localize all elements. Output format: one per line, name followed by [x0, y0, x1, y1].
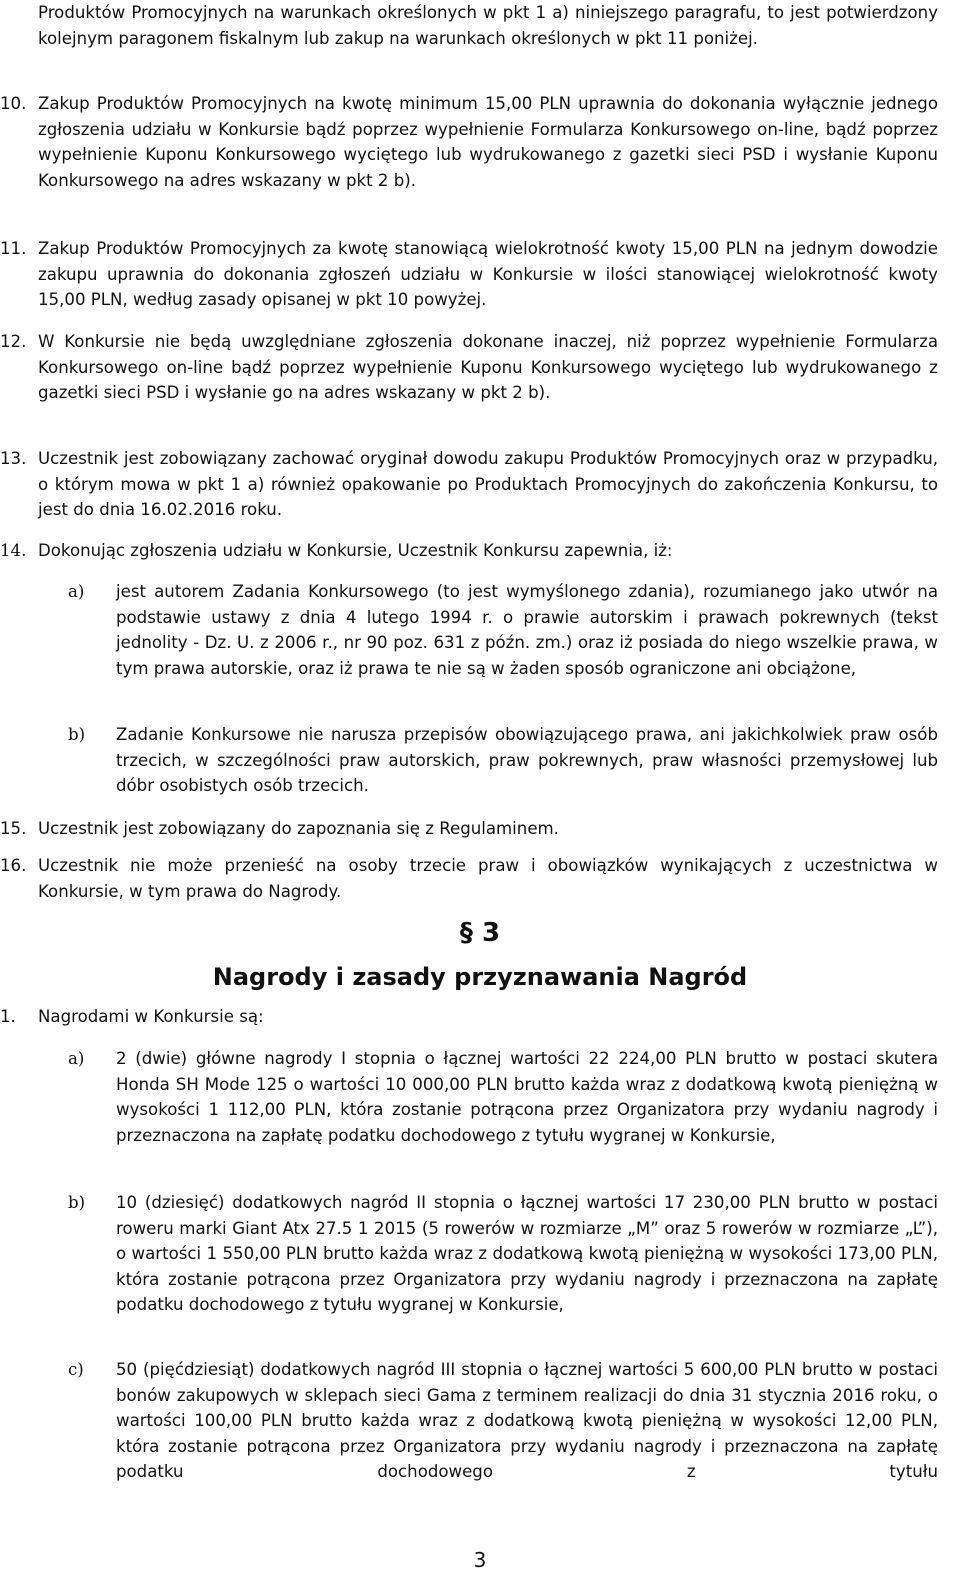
- item-text: Uczestnik nie może przenieść na osoby trzecie praw i obowiązków wynikających z uczestnictwa w Konkursie, w tym prawa do Nagrody.: [38, 856, 938, 901]
- item-number: 13.: [0, 449, 27, 468]
- prizes-intro: [0, 1004, 938, 1030]
- item-number: 14.: [0, 541, 27, 560]
- list-item-12: [0, 329, 938, 406]
- sub-item-label: b): [68, 725, 86, 744]
- item-number: 12.: [0, 332, 27, 351]
- prize-a: [68, 1046, 938, 1148]
- intro-text: Produktów Promocyjnych na warunkach określonych w pkt 1 a) niniejszego paragrafu, to jest potwierdzony kolejnym paragonem fiskalnym lub zakup na warunkach określonych w pkt 11 poniżej.: [38, 3, 938, 48]
- prize-text: 50 (pięćdziesiąt) dodatkowych nagród III stopnia o łącznej wartości 5 600,00 PLN brutto w postaci bonów zakupowych w sklepach sieci Gama z terminem realizacji do dnia 31 stycznia 2016 roku, o wartości 100,00 PLN brutto każda wraz z dodatkową kwotą pieniężną w wysokości 12,00 PLN, która zostanie potrącona przez Organizatora przy wydaniu nagrody i przeznaczona na zapłatę podatku dochodowego z tytułu: [116, 1360, 938, 1481]
- list-item-10: [0, 91, 938, 193]
- prize-label: c): [68, 1360, 84, 1379]
- prize-label: b): [68, 1193, 86, 1212]
- item-number: 11.: [0, 239, 27, 258]
- prize-c: [68, 1357, 938, 1485]
- item-number: 1.: [0, 1007, 16, 1026]
- sub-item-text: jest autorem Zadania Konkursowego (to jest wymyślonego zdania), rozumianego jako utwór na podstawie ustawy z dnia 4 lutego 1994 r. o prawie autorskim i prawach pokrewnych (tekst jednolity - Dz. U. z 2006 r., nr 90 poz. 631 z późn. zm.) oraz iż posiada do niego wszelkie prawa, w tym prawa autorskie, oraz iż prawa te nie są w żaden sposób ograniczone ani obciążone,: [116, 582, 938, 678]
- intro-paragraph: [38, 0, 938, 51]
- item-number: 10.: [0, 94, 27, 113]
- page-number: 3: [473, 1548, 487, 1572]
- item-number: 16.: [0, 856, 27, 875]
- section-symbol: § 3: [459, 918, 501, 948]
- prize-label: a): [68, 1049, 85, 1068]
- item-text: Zakup Produktów Promocyjnych za kwotę stanowiącą wielokrotność kwoty 15,00 PLN na jednym dowodzie zakupu uprawnia do dokonania zgłoszeń udziału w Konkursie w ilości stanowiącej wielokrotność kwoty 15,00 PLN, według zasady opisanej w pkt 10 powyżej.: [38, 239, 938, 309]
- prize-text: 10 (dziesięć) dodatkowych nagród II stopnia o łącznej wartości 17 230,00 PLN brutto w postaci roweru marki Giant Atx 27.5 1 2015 (5 rowerów w rozmiarze „M” oraz 5 rowerów w rozmiarze „L”), o wartości 1 550,00 PLN brutto każda wraz z dodatkową kwotą pieniężną w wysokości 173,00 PLN, która zostanie potrącona przez Organizatora przy wydaniu nagrody i przeznaczona na zapłatę podatku dochodowego z tytułu wygranej w Konkursie,: [116, 1193, 938, 1314]
- item-text: Uczestnik jest zobowiązany do zapoznania się z Regulaminem.: [38, 819, 559, 838]
- item-text: Uczestnik jest zobowiązany zachować oryginał dowodu zakupu Produktów Promocyjnych oraz w przypadku, o którym mowa w pkt 1 a) również opakowanie po Produktach Promocyjnych do zakończenia Konkursu, to jest do dnia 16.02.2016 roku.: [38, 449, 938, 519]
- list-item-16: [0, 853, 938, 904]
- sub-item-text: Zadanie Konkursowe nie narusza przepisów obowiązującego prawa, ani jakichkolwiek praw osób trzecich, w szczególności praw autorskich, praw pokrewnych, praw własności przemysłowej lub dóbr osobistych osób trzecich.: [116, 725, 938, 795]
- item-number: 15.: [0, 819, 27, 838]
- item-text: Dokonując zgłoszenia udziału w Konkursie, Uczestnik Konkursu zapewnia, iż:: [38, 541, 673, 560]
- sub-item-14a: [68, 579, 938, 681]
- section-title: Nagrody i zasady przyznawania Nagród: [212, 963, 748, 991]
- list-item-15: [0, 816, 938, 842]
- list-item-11: [0, 236, 938, 313]
- sub-item-label: a): [68, 582, 85, 601]
- item-text: Zakup Produktów Promocyjnych na kwotę minimum 15,00 PLN uprawnia do dokonania wyłącznie jednego zgłoszenia udziału w Konkursie bądź poprzez wypełnienie Formularza Konkursowego on-line, bądź poprzez wypełnienie Kuponu Konkursowego wyciętego lub wydrukowanego z gazetki sieci PSD i wysłanie Kuponu Konkursowego na adres wskazany w pkt 2 b).: [38, 94, 938, 190]
- prize-b: [68, 1190, 938, 1318]
- prize-text: 2 (dwie) główne nagrody I stopnia o łącznej wartości 22 224,00 PLN brutto w postaci skutera Honda SH Mode 125 o wartości 10 000,00 PLN brutto każda wraz z dodatkową kwotą pieniężną w wysokości 1 112,00 PLN, która zostanie potrącona przez Organizatora przy wydaniu nagrody i przeznaczona na zapłatę podatku dochodowego z tytułu wygranej w Konkursie,: [116, 1049, 938, 1145]
- item-text: Nagrodami w Konkursie są:: [38, 1007, 264, 1026]
- item-text: W Konkursie nie będą uwzględniane zgłoszenia dokonane inaczej, niż poprzez wypełnienie Formularza Konkursowego on-line bądź poprzez wypełnienie Kuponu Konkursowego wyciętego lub wydrukowanego z gazetki sieci PSD i wysłanie go na adres wskazany w pkt 2 b).: [38, 332, 938, 402]
- list-item-13: [0, 446, 938, 523]
- sub-item-14b: [68, 722, 938, 799]
- list-item-14: [0, 538, 938, 564]
